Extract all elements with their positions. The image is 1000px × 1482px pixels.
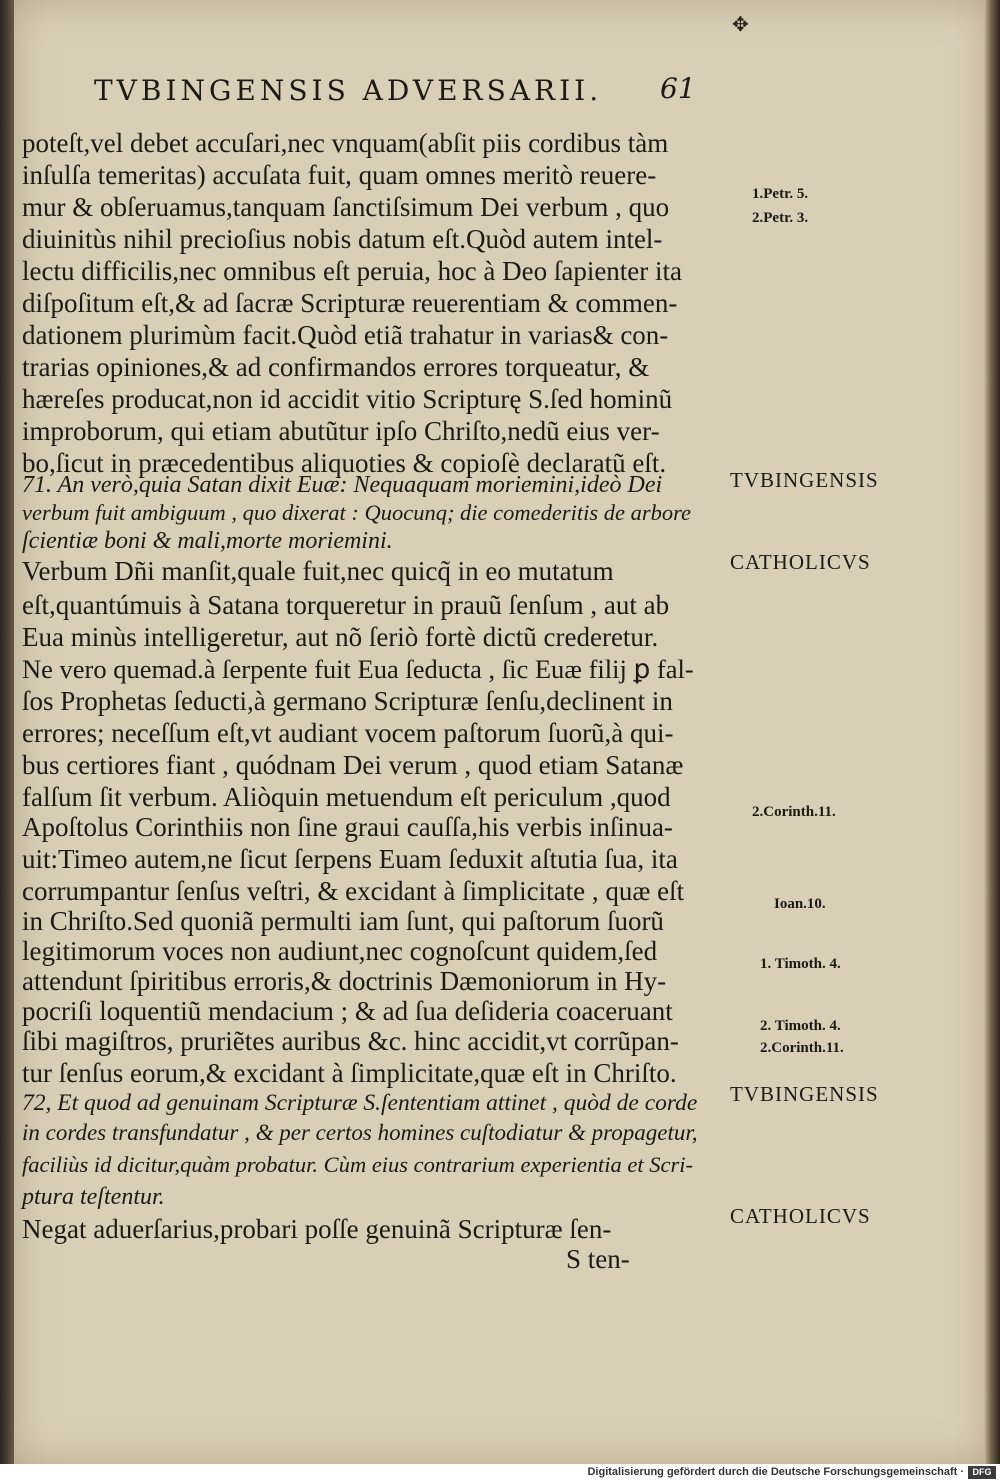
- text-line: in cordes transfundatur , & per certos homines cuſtodiatur & propagetur,: [22, 1120, 698, 1145]
- margin-note: 1.Petr. 5.: [752, 186, 809, 202]
- text-line: improborum, qui etiam abutũtur ipſo Chriſto,nedũ eius ver-: [22, 416, 660, 446]
- text-line: legitimorum voces non audiunt,nec cognoſcunt quidem,ſed: [22, 936, 658, 966]
- text-line: Ne vero quemad.à ſerpente fuit Eua ſeducta , ſic Euæ filij ꝑ fal-: [22, 654, 694, 684]
- ornament-icon: ✥: [732, 12, 749, 36]
- speaker-label: CATHOLICVS: [730, 1204, 871, 1228]
- page-edge: [984, 0, 1000, 1464]
- text-line: S ten-: [566, 1244, 630, 1274]
- margin-note: 2.Corinth.11.: [760, 1040, 844, 1056]
- text-line: Negat aduerſarius,probari poſſe genuinã Scripturæ ſen-: [22, 1214, 612, 1244]
- text-line: hæreſes producat,non id accidit vitio Scripturę S.ſed hominũ: [22, 384, 673, 414]
- speaker-label: TVBINGENSIS: [730, 1082, 879, 1106]
- text-line: 71. An verò,quia Satan dixit Euæ: Nequaquam moriemini,ideò Dei: [22, 472, 663, 498]
- text-line: trarias opiniones,& ad confirmandos errores torqueatur, &: [22, 352, 650, 382]
- text-line: ſibi magiſtros, pruriẽtes auribus &c. hinc accidit,vt corrũpan-: [22, 1026, 679, 1056]
- text-line: verbum fuit ambiguum , quo dixerat : Quocunq; die comederitis de arbore: [22, 500, 692, 525]
- text-line: bo,ſicut in præcedentibus aliquoties & copioſè declaratũ eſt.: [22, 448, 667, 478]
- text-line: faciliùs id dicitur,quàm probatur. Cùm eius contrarium experientia et Scri-: [22, 1152, 693, 1177]
- text-line: errores; neceſſum eſt,vt audiant vocem paſtorum ſuorũ,à qui-: [22, 718, 674, 748]
- text-line: bus certiores fiant , quódnam Dei verum , quod etiam Satanæ: [22, 750, 684, 780]
- dfg-logo: DFG: [968, 1466, 996, 1479]
- text-line: ſos Prophetas ſeducti,à germano Scripturæ ſenſu,declinent in: [22, 686, 673, 716]
- margin-note: 2.Corinth.11.: [752, 804, 836, 820]
- text-line: ſcientiæ boni & mali,morte moriemini.: [22, 528, 393, 554]
- speaker-label: CATHOLICVS: [730, 550, 871, 574]
- margin-note: 2. Timoth. 4.: [760, 1018, 841, 1034]
- text-line: poteſt,vel debet accuſari,nec vnquam(abſit piis cordibus tàm: [22, 128, 669, 158]
- text-line: diuinitùs nihil precioſius nobis datum eſt.Quòd autem intel-: [22, 224, 663, 254]
- text-line: falſum ſit verbum. Aliòquin metuendum eſt periculum ,quod: [22, 782, 671, 812]
- margin-note: 1. Timoth. 4.: [760, 956, 841, 972]
- margin-note: Ioan.10.: [774, 896, 826, 912]
- running-title: TVBINGENSIS ADVERSARII.: [94, 74, 603, 107]
- text-line: tur ſenſus eorum,& excidant à ſimplicitate,quæ eſt in Chriſto.: [22, 1058, 677, 1088]
- speaker-label: TVBINGENSIS: [730, 468, 879, 492]
- text-line: in Chriſto.Sed quoniã permulti iam ſunt, qui paſtorum ſuorũ: [22, 906, 664, 936]
- text-line: diſpoſitum eſt,& ad ſacræ Scripturæ reuerentiam & commen-: [22, 288, 678, 318]
- text-line: eſt,quantúmuis à Satana torqueretur in prauũ ſenſum , aut ab: [22, 590, 670, 620]
- text-line: corrumpantur ſenſus veſtri, & excidant à ſimplicitate , quæ eſt: [22, 876, 685, 906]
- text-line: pocriſi loquentiũ mendacium ; & ad ſua deſideria coaceruant: [22, 996, 673, 1026]
- text-line: lectu difficilis,nec omnibus eſt peruia, hoc à Deo ſapienter ita: [22, 256, 683, 286]
- text-line: uit:Timeo autem,ne ſicut ſerpens Euam ſeduxit aſtutia ſua, ita: [22, 844, 678, 874]
- text-line: Verbum Dñi manſit,quale fuit,nec quicq̃ in eo mutatum: [22, 556, 614, 586]
- text-line: attendunt ſpiritibus erroris,& doctrinis Dæmoniorum in Hy-: [22, 966, 667, 996]
- page-number: 61: [660, 72, 696, 105]
- text-line: 72, Et quod ad genuinam Scripturæ S.ſententiam attinet , quòd de corde: [22, 1090, 698, 1116]
- margin-note: 2.Petr. 3.: [752, 210, 809, 226]
- text-line: Eua minùs intelligeretur, aut nõ ſeriò fortè dictũ crederetur.: [22, 622, 659, 652]
- text-line: ptura teſtentur.: [22, 1184, 165, 1210]
- text-line: inſulſa temeritas) accuſata fuit, quam omnes meritò reuere-: [22, 160, 657, 190]
- funding-credit: Digitalisierung gefördert durch die Deutsche Forschungsgemeinschaft ·: [587, 1466, 964, 1478]
- text-line: mur & obſeruamus,tanquam ſanctiſsimum Dei verbum , quo: [22, 192, 670, 222]
- text-line: Apoſtolus Corinthiis non ſine graui cauſſa,his verbis inſinua-: [22, 812, 673, 842]
- footer-bar: [0, 1464, 1000, 1482]
- text-line: dationem plurimùm facit.Quòd etiã trahatur in varias& con-: [22, 320, 669, 350]
